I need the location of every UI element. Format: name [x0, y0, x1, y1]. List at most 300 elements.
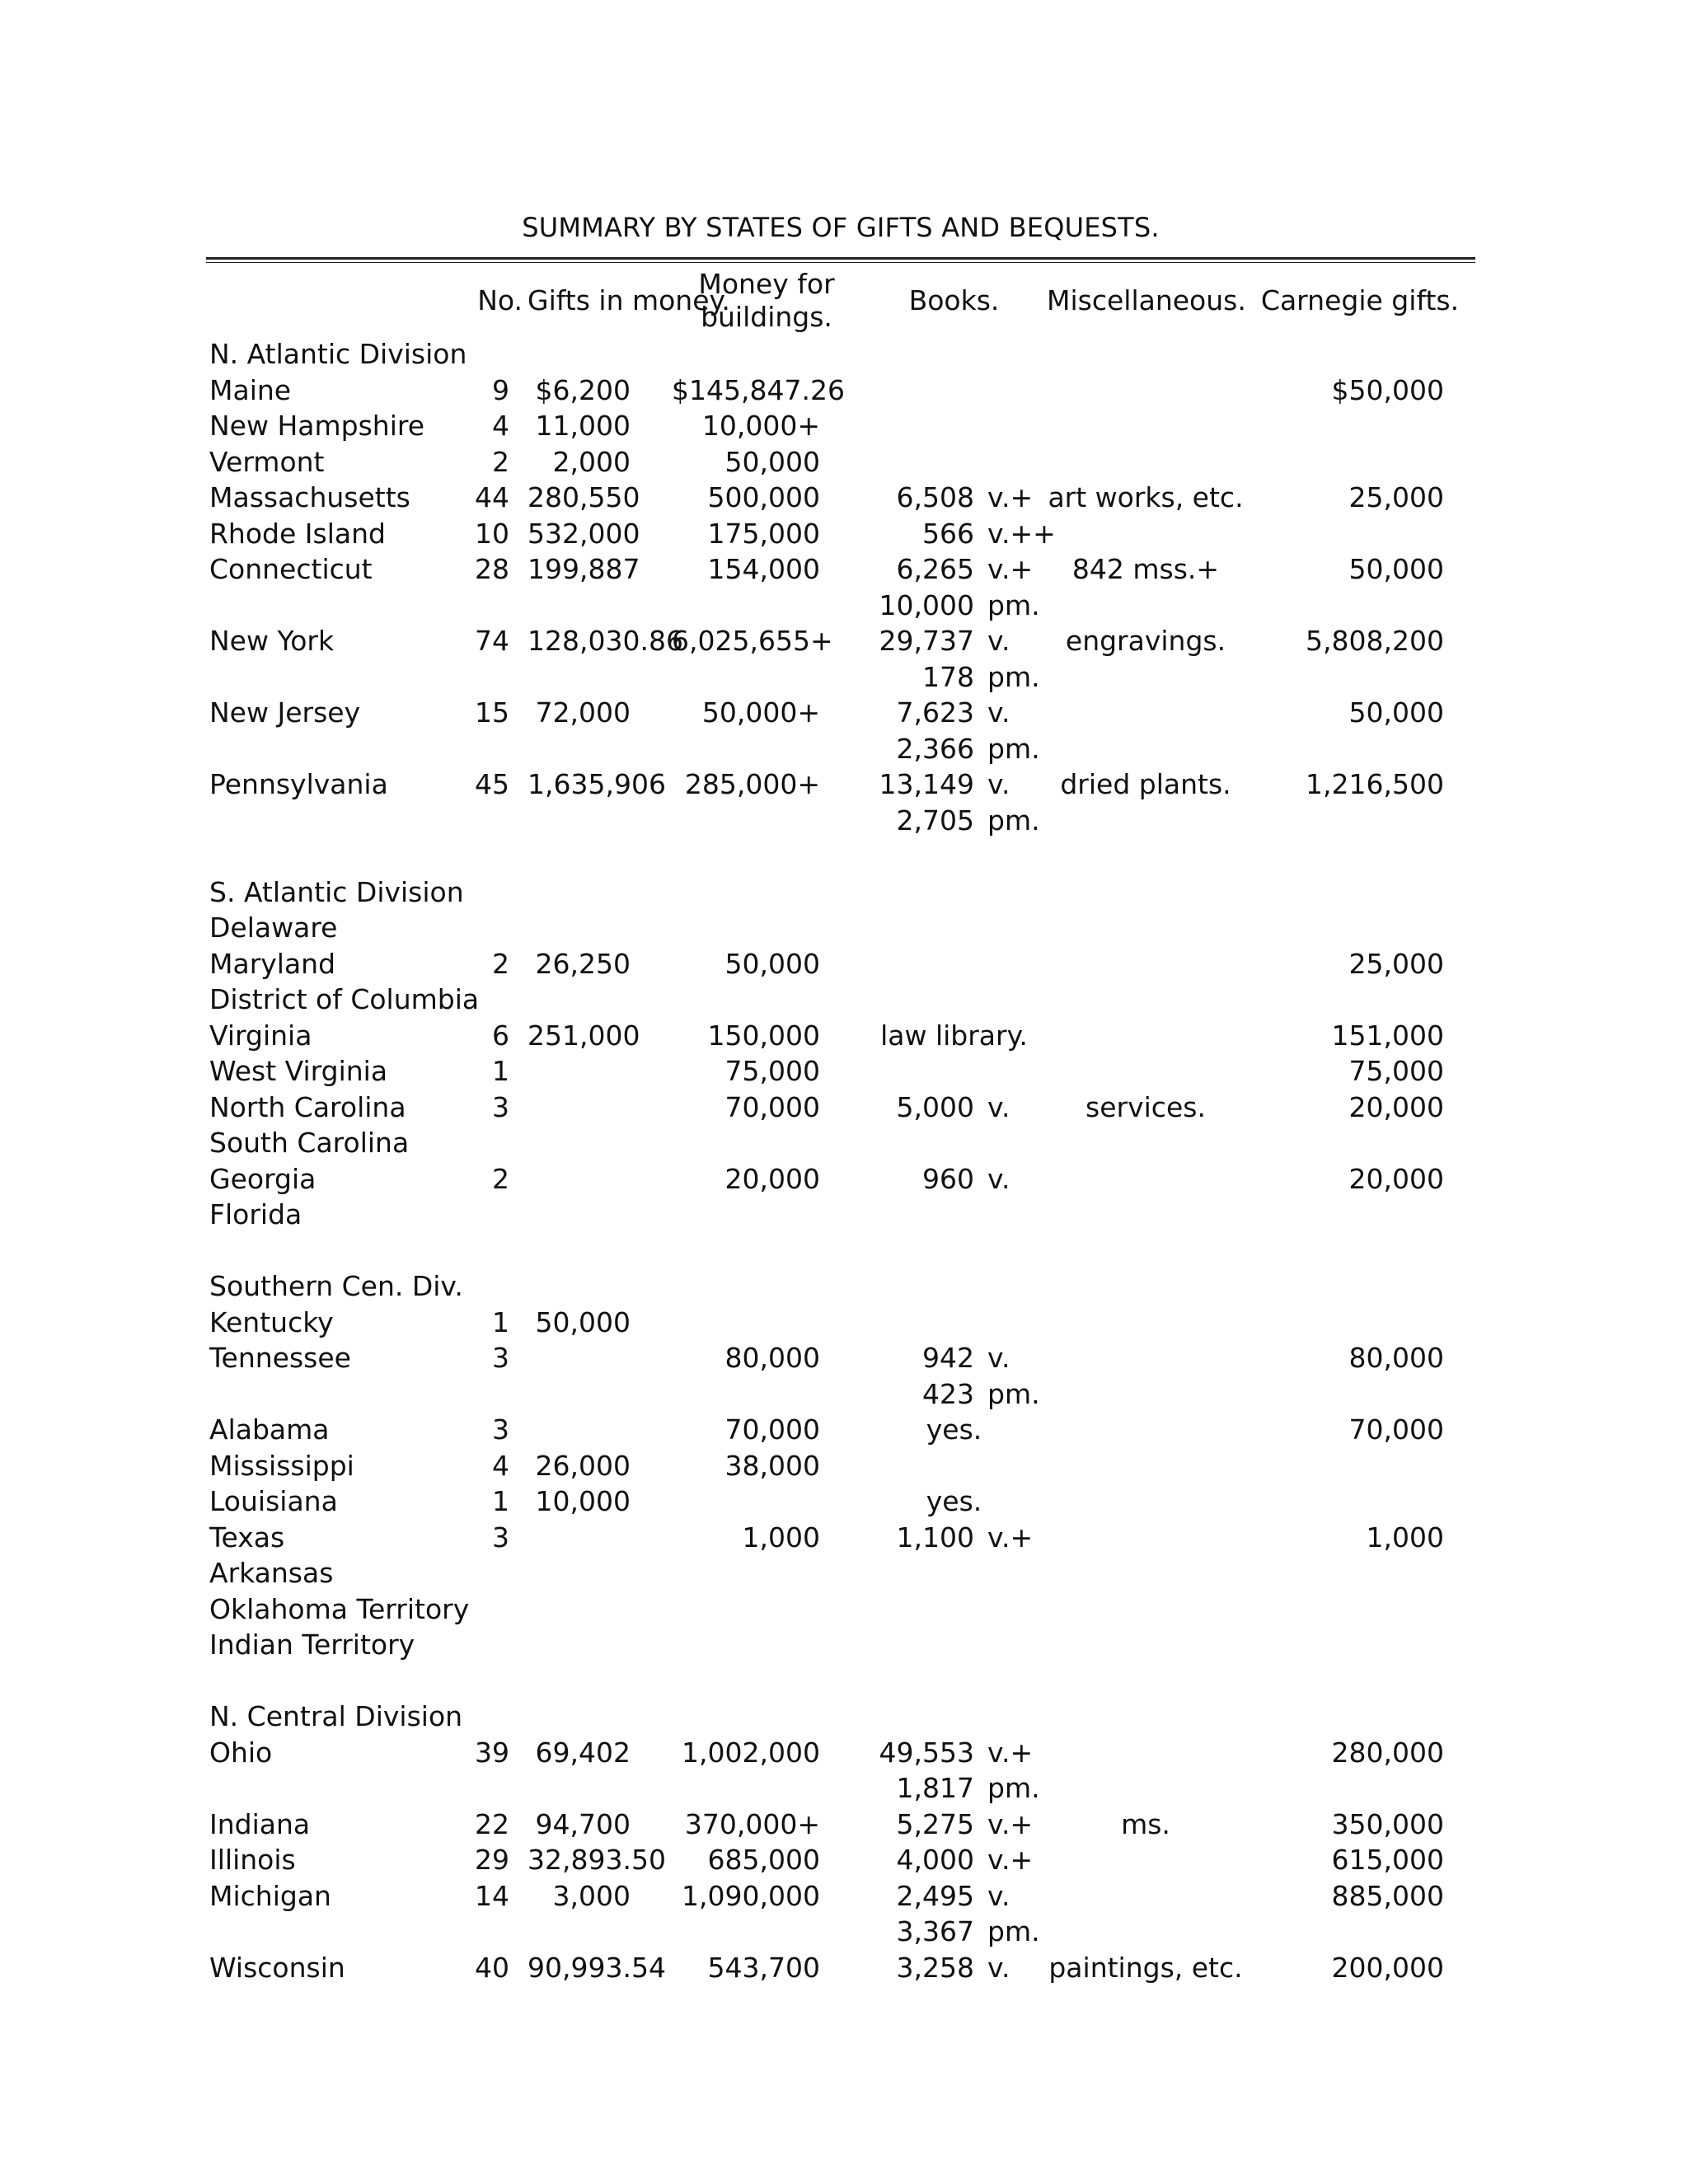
table-row	[206, 1053, 1475, 1090]
state-name: New York	[209, 625, 335, 657]
carnegie-cell: 615,000	[1331, 1844, 1444, 1876]
carnegie-cell: 1,216,500	[1306, 768, 1444, 800]
state-name	[206, 1770, 453, 1807]
books-unit-cell	[981, 373, 1047, 409]
books-unit-cell	[981, 444, 1047, 480]
buildings-cell	[672, 1591, 861, 1628]
count-cell	[453, 910, 528, 946]
header-row	[206, 265, 1475, 336]
table-row	[206, 1627, 1475, 1663]
table-row	[206, 588, 1475, 624]
books-unit-cell	[981, 1053, 1047, 1090]
table-row	[206, 946, 1475, 982]
books-count-cell: 3,367	[896, 1915, 974, 1947]
gifts-cell: 10,000	[535, 1485, 631, 1517]
misc-cell	[1047, 1878, 1245, 1915]
division-name: N. Central Division	[209, 1700, 463, 1732]
books-unit-cell: v.	[987, 1342, 1010, 1374]
gifts-cell	[528, 1520, 672, 1556]
header-rule-thick	[206, 257, 1475, 260]
state-name: Kentucky	[209, 1305, 334, 1338]
state-name: Florida	[209, 1198, 302, 1230]
state-name: New Hampshire	[209, 410, 425, 442]
misc-cell	[1047, 1018, 1245, 1054]
state-name: Indian Territory	[209, 1629, 415, 1661]
table-row	[206, 1735, 1475, 1771]
misc-cell	[1047, 1340, 1245, 1376]
table-row	[206, 1914, 1475, 1950]
books-unit-cell: pm.	[987, 1915, 1040, 1947]
division-name: Southern Cen. Div.	[209, 1270, 463, 1302]
table-row	[206, 1376, 1475, 1413]
table-row	[206, 1412, 1475, 1448]
count-cell	[453, 659, 528, 696]
buildings-cell: 20,000	[724, 1162, 820, 1195]
books-count-cell	[861, 1305, 981, 1341]
gifts-cell: 280,550	[528, 481, 640, 513]
gifts-cell: 72,000	[535, 696, 631, 729]
gifts-cell: 3,000	[552, 1879, 631, 1912]
division-row	[206, 1268, 1475, 1305]
misc-cell: ms.	[1121, 1807, 1170, 1840]
state-name: Alabama	[209, 1413, 330, 1446]
books-unit-cell	[981, 946, 1047, 982]
state-name: Arkansas	[209, 1557, 334, 1589]
state-name: Mississippi	[209, 1449, 354, 1482]
books-count-cell: 13,149	[879, 768, 974, 800]
misc-cell	[1047, 1627, 1245, 1663]
books-unit-cell	[981, 1627, 1047, 1663]
books-count-cell: 10,000	[879, 588, 974, 621]
count-cell	[453, 1125, 528, 1161]
carnegie-cell	[1245, 516, 1475, 552]
spacer-row	[206, 1233, 1475, 1269]
gifts-cell	[528, 588, 672, 624]
misc-cell	[1047, 516, 1245, 552]
books-unit-cell: pm.	[987, 660, 1040, 693]
state-name: Tennessee	[209, 1342, 351, 1374]
table-row	[206, 1340, 1475, 1376]
carnegie-cell: 70,000	[1348, 1413, 1444, 1446]
table-row	[206, 1520, 1475, 1556]
misc-cell	[1047, 659, 1245, 696]
spacer-cell	[206, 838, 1475, 874]
gifts-summary-table	[206, 265, 1475, 1985]
books-count-cell	[861, 408, 981, 444]
misc-cell	[1047, 444, 1245, 480]
table-row	[206, 1197, 1475, 1233]
division-row	[206, 874, 1475, 911]
gifts-cell: 532,000	[528, 517, 640, 550]
books-unit-cell: pm.	[987, 1772, 1040, 1804]
state-name: Ohio	[209, 1736, 273, 1769]
books-unit-cell: pm.	[987, 804, 1040, 837]
count-cell: 45	[475, 768, 509, 800]
buildings-cell	[672, 659, 861, 696]
misc-cell	[1047, 731, 1245, 767]
books-count-cell: 178	[922, 660, 974, 693]
books-unit-cell: v.	[987, 1951, 1010, 1984]
books-cell: law library.	[880, 1019, 1028, 1052]
gifts-cell	[528, 1125, 672, 1161]
count-cell	[453, 1197, 528, 1233]
count-cell: 4	[492, 410, 509, 442]
misc-cell	[1047, 1412, 1245, 1448]
state-name: Maine	[209, 373, 292, 406]
gifts-cell	[528, 1376, 672, 1413]
state-name: Delaware	[209, 912, 338, 944]
count-cell: 2	[492, 947, 509, 980]
gifts-cell: $6,200	[535, 373, 631, 406]
header-books: Books.	[908, 284, 1000, 316]
division-fill	[453, 874, 1475, 911]
gifts-cell	[528, 1161, 672, 1197]
buildings-cell	[672, 588, 861, 624]
books-count-cell: 4,000	[896, 1844, 974, 1876]
count-cell	[453, 803, 528, 839]
buildings-cell: 10,000+	[701, 410, 820, 442]
gifts-cell: 128,030.86	[528, 625, 683, 657]
books-count-cell	[861, 444, 981, 480]
spacer-row	[206, 1663, 1475, 1699]
count-cell	[453, 1627, 528, 1663]
table-row	[206, 910, 1475, 946]
buildings-cell: 154,000	[707, 553, 820, 585]
books-count-cell: 942	[922, 1342, 974, 1374]
books-count-cell: 566	[922, 517, 974, 550]
gifts-cell	[528, 1090, 672, 1126]
count-cell	[453, 1770, 528, 1807]
carnegie-cell: 20,000	[1348, 1090, 1444, 1123]
gifts-cell	[528, 1197, 672, 1233]
buildings-cell	[672, 1555, 861, 1591]
carnegie-cell: 20,000	[1348, 1162, 1444, 1195]
books-unit-cell: v.	[987, 696, 1010, 729]
buildings-cell: 38,000	[724, 1449, 820, 1482]
count-cell	[453, 1914, 528, 1950]
books-unit-cell	[981, 1197, 1047, 1233]
state-name	[206, 588, 453, 624]
carnegie-cell	[1245, 803, 1475, 839]
gifts-cell	[528, 731, 672, 767]
carnegie-cell: 80,000	[1348, 1342, 1444, 1374]
header-misc: Miscellaneous.	[1047, 284, 1246, 316]
carnegie-cell	[1245, 731, 1475, 767]
buildings-cell: 370,000+	[684, 1807, 820, 1840]
books-unit-cell: v.	[987, 1879, 1010, 1912]
misc-cell	[1047, 1197, 1245, 1233]
buildings-cell	[672, 910, 861, 946]
count-cell: 22	[475, 1807, 509, 1840]
buildings-cell: 543,700	[707, 1951, 820, 1984]
books-count-cell: 960	[922, 1162, 974, 1195]
table-row	[206, 1125, 1475, 1161]
gifts-cell: 26,250	[535, 947, 631, 980]
header-state	[206, 265, 453, 336]
table-row	[206, 623, 1475, 659]
state-name	[206, 1376, 453, 1413]
books-unit-cell: v.+	[987, 1844, 1034, 1876]
table-row	[206, 516, 1475, 552]
buildings-cell: 6,025,655+	[672, 625, 833, 657]
buildings-cell	[672, 803, 861, 839]
misc-cell	[1047, 1520, 1245, 1556]
buildings-cell: 685,000	[707, 1844, 820, 1876]
books-count-cell	[861, 1627, 981, 1663]
state-name: Michigan	[209, 1879, 331, 1912]
table-row	[206, 1950, 1475, 1986]
count-cell: 44	[475, 481, 509, 513]
books-unit-cell: v.	[987, 768, 1010, 800]
misc-cell	[1047, 910, 1245, 946]
buildings-cell	[672, 1197, 861, 1233]
table-row	[206, 1161, 1475, 1197]
carnegie-cell	[1245, 982, 1475, 1018]
books-count-cell: 7,623	[896, 696, 974, 729]
books-count-cell	[861, 982, 981, 1018]
count-cell: 6	[492, 1019, 509, 1052]
header-rule-thin	[206, 262, 1475, 263]
gifts-cell	[528, 1555, 672, 1591]
misc-cell: art works, etc.	[1048, 481, 1244, 513]
division-row	[206, 336, 1475, 373]
carnegie-cell	[1245, 444, 1475, 480]
count-cell: 40	[475, 1951, 509, 1984]
carnegie-cell: 50,000	[1348, 553, 1444, 585]
gifts-cell: 26,000	[535, 1449, 631, 1482]
books-unit-cell	[981, 1555, 1047, 1591]
state-name	[206, 731, 453, 767]
header-buildings	[672, 265, 861, 336]
books-unit-cell	[981, 910, 1047, 946]
buildings-cell: 50,000	[724, 947, 820, 980]
carnegie-cell	[1245, 1914, 1475, 1950]
count-cell: 3	[492, 1413, 509, 1446]
carnegie-cell: 5,808,200	[1306, 625, 1444, 657]
table-row	[206, 1591, 1475, 1628]
books-count-cell: 5,275	[896, 1807, 974, 1840]
misc-cell	[1047, 695, 1245, 731]
misc-cell	[1047, 1448, 1245, 1484]
carnegie-cell	[1245, 1125, 1475, 1161]
table-row	[206, 1878, 1475, 1915]
books-unit-cell: pm.	[987, 732, 1040, 765]
table-row	[206, 551, 1475, 588]
carnegie-cell	[1245, 1627, 1475, 1663]
gifts-cell: 199,887	[528, 553, 640, 585]
books-count-cell: 2,705	[896, 804, 974, 837]
count-cell	[453, 731, 528, 767]
count-cell: 2	[492, 1162, 509, 1195]
spacer-cell	[206, 1233, 1475, 1269]
header-buildings-line1: Money for	[698, 268, 835, 300]
count-cell: 4	[492, 1449, 509, 1482]
misc-cell	[1047, 1376, 1245, 1413]
gifts-cell	[528, 659, 672, 696]
misc-cell	[1047, 1161, 1245, 1197]
carnegie-cell: 200,000	[1331, 1951, 1444, 1984]
books-unit-cell	[981, 1591, 1047, 1628]
count-cell: 3	[492, 1521, 509, 1554]
books-unit-cell: v.+	[987, 1807, 1034, 1840]
books-unit-cell: v.+	[987, 481, 1034, 513]
buildings-cell: 75,000	[724, 1055, 820, 1087]
table-row	[206, 695, 1475, 731]
gifts-cell	[528, 803, 672, 839]
table-row	[206, 1090, 1475, 1126]
misc-cell: services.	[1085, 1090, 1206, 1123]
carnegie-cell: 280,000	[1331, 1736, 1444, 1769]
gifts-cell	[528, 1627, 672, 1663]
header-no: No.	[477, 284, 523, 316]
books-count-cell: 29,737	[879, 625, 974, 657]
books-unit-cell: pm.	[987, 1377, 1040, 1410]
gifts-cell: 94,700	[535, 1807, 631, 1840]
table-row	[206, 1770, 1475, 1807]
books-cell: yes.	[926, 1485, 982, 1517]
state-name: Connecticut	[209, 553, 373, 585]
spacer-cell	[206, 1663, 1475, 1699]
state-name: Texas	[209, 1521, 285, 1554]
gifts-cell	[528, 1412, 672, 1448]
table-row	[206, 803, 1475, 839]
table-row	[206, 444, 1475, 480]
division-name: N. Atlantic Division	[209, 338, 467, 370]
count-cell	[453, 1376, 528, 1413]
books-count-cell: 1,100	[896, 1521, 974, 1554]
books-unit-cell	[981, 1305, 1047, 1341]
carnegie-cell	[1245, 1448, 1475, 1484]
misc-cell	[1047, 1591, 1245, 1628]
state-name: New Jersey	[209, 696, 361, 729]
gifts-cell: 32,893.50	[528, 1844, 666, 1876]
count-cell: 9	[492, 373, 509, 406]
carnegie-cell: 75,000	[1348, 1055, 1444, 1087]
buildings-cell	[672, 982, 861, 1018]
count-cell: 1	[492, 1485, 509, 1517]
misc-cell	[1047, 1555, 1245, 1591]
misc-cell	[1047, 946, 1245, 982]
books-count-cell	[861, 1555, 981, 1591]
misc-cell: dried plants.	[1060, 768, 1231, 800]
carnegie-cell: 25,000	[1348, 947, 1444, 980]
buildings-cell: 175,000	[707, 517, 820, 550]
misc-cell	[1047, 373, 1245, 409]
count-cell: 1	[492, 1055, 509, 1087]
count-cell: 14	[475, 1879, 509, 1912]
books-unit-cell: v.	[987, 1162, 1010, 1195]
misc-cell: engravings.	[1065, 625, 1226, 657]
books-count-cell: 2,495	[896, 1879, 974, 1912]
gifts-cell	[528, 1770, 672, 1807]
table-row	[206, 731, 1475, 767]
books-unit-cell: pm.	[987, 588, 1040, 621]
spacer-row	[206, 838, 1475, 874]
count-cell: 29	[475, 1844, 509, 1876]
state-name: South Carolina	[209, 1127, 410, 1159]
books-count-cell	[861, 373, 981, 409]
books-count-cell: 3,258	[896, 1951, 974, 1984]
books-count-cell: 49,553	[879, 1736, 974, 1769]
state-name: Maryland	[209, 947, 336, 980]
books-unit-cell: v.+	[987, 1736, 1034, 1769]
misc-cell	[1047, 408, 1245, 444]
books-count-cell	[861, 1125, 981, 1161]
books-count-cell: 5,000	[896, 1090, 974, 1123]
count-cell: 28	[475, 553, 509, 585]
misc-cell	[1047, 1842, 1245, 1878]
buildings-cell	[672, 1914, 861, 1950]
misc-cell: paintings, etc.	[1048, 1951, 1243, 1984]
count-cell	[453, 1555, 528, 1591]
misc-cell	[1047, 1053, 1245, 1090]
misc-cell	[1047, 1735, 1245, 1771]
books-unit-cell: v.+	[987, 553, 1034, 585]
books-unit-cell: v.	[987, 1090, 1010, 1123]
gifts-cell	[528, 1591, 672, 1628]
count-cell	[453, 588, 528, 624]
page-title: SUMMARY BY STATES OF GIFTS AND BEQUESTS.	[522, 212, 1160, 243]
books-count-cell: 6,265	[896, 553, 974, 585]
state-name: Vermont	[209, 445, 325, 478]
books-unit-cell: v.++	[987, 517, 1056, 550]
misc-cell	[1047, 803, 1245, 839]
carnegie-cell: 885,000	[1331, 1879, 1444, 1912]
table-row	[206, 1842, 1475, 1878]
gifts-cell: 50,000	[535, 1305, 631, 1338]
carnegie-cell	[1245, 1197, 1475, 1233]
table-body	[206, 336, 1475, 1985]
buildings-cell	[672, 1376, 861, 1413]
buildings-cell: 80,000	[724, 1342, 820, 1374]
buildings-cell: 50,000	[724, 445, 820, 478]
count-cell: 74	[475, 625, 509, 657]
count-cell: 15	[475, 696, 509, 729]
state-name: West Virginia	[209, 1055, 388, 1087]
carnegie-cell	[1245, 588, 1475, 624]
state-name	[206, 659, 453, 696]
books-unit-cell	[981, 982, 1047, 1018]
carnegie-cell: 25,000	[1348, 481, 1444, 513]
buildings-cell: 1,090,000	[682, 1879, 820, 1912]
carnegie-cell	[1245, 408, 1475, 444]
books-unit-cell	[981, 1448, 1047, 1484]
division-fill	[453, 1699, 1475, 1735]
books-count-cell	[861, 1197, 981, 1233]
table-row	[206, 408, 1475, 444]
misc-cell: 842 mss.+	[1071, 553, 1220, 585]
gifts-cell	[528, 982, 672, 1018]
header-buildings-line2: buildings.	[701, 301, 832, 333]
state-name	[206, 1914, 453, 1950]
table-row	[206, 1305, 1475, 1341]
books-unit-cell: v.+	[987, 1521, 1034, 1554]
carnegie-cell: 350,000	[1331, 1807, 1444, 1840]
state-name: Oklahoma Territory	[209, 1592, 470, 1625]
gifts-cell	[528, 1914, 672, 1950]
misc-cell	[1047, 1914, 1245, 1950]
state-name	[206, 803, 453, 839]
table-row	[206, 766, 1475, 803]
books-count-cell	[861, 1591, 981, 1628]
books-unit-cell	[981, 1125, 1047, 1161]
gifts-cell: 11,000	[535, 410, 631, 442]
carnegie-cell: 50,000	[1348, 696, 1444, 729]
misc-cell	[1047, 588, 1245, 624]
buildings-cell: 150,000	[707, 1019, 820, 1052]
books-cell: yes.	[926, 1413, 982, 1446]
state-name: Virginia	[209, 1019, 312, 1052]
